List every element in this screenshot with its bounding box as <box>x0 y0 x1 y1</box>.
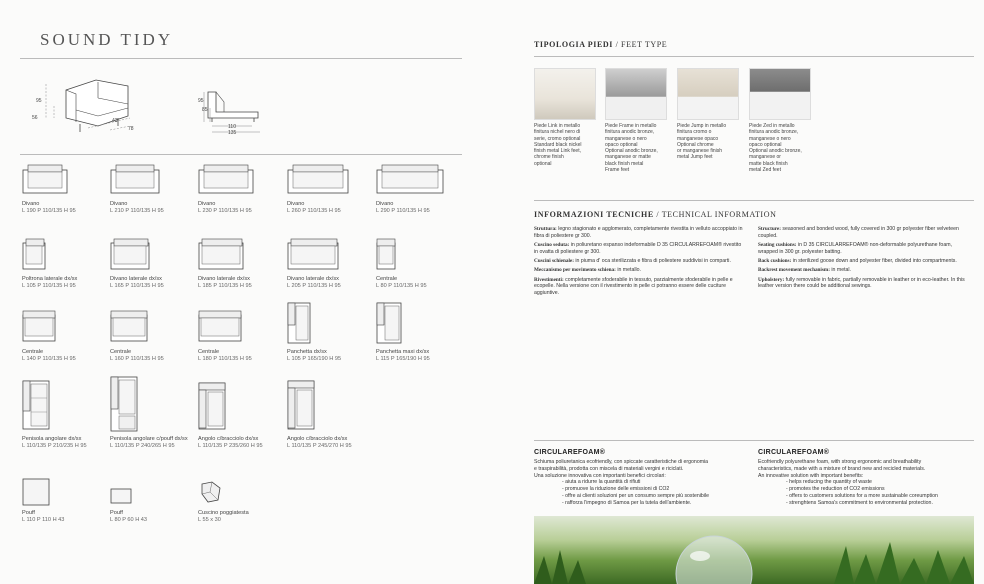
product-caption: Divano laterale dx/sx L 185 P 110/135 H 95 <box>198 276 252 290</box>
sofa-drawing <box>198 310 242 342</box>
dim-depth-b: 78 <box>128 126 134 132</box>
sofa-drawing <box>22 238 46 270</box>
dim-seat: 56 <box>32 115 38 121</box>
product-caption: Divano laterale dx/sx L 165 P 110/135 H 95 <box>110 276 164 290</box>
sofa-drawing <box>198 164 254 194</box>
product-caption: Penisola angolare dx/sx L 110/135 P 210/235 H 95 <box>22 436 87 450</box>
product-caption: Divano L 210 P 110/135 H 95 <box>110 201 164 215</box>
sofa-drawing <box>198 238 244 270</box>
dim-profile-w1: 110 <box>228 124 236 130</box>
circular-it-text: Schiuma poliuretanica ecofriendly, con spiccate caratteristiche di ergonomia e traspirabilità, prodotta con miscela di materiali vergini e riciclati. Una soluzione innovativa con importanti benefici circolari: - aiuta a ridurre la quantità di rifiuti - promuove la riduzione delle emissioni di CO2 - offre ai clienti soluzioni per un consumo sempre più sostenibile - rafforza l'impegno di Samoa per la tutela dell'ambiente. <box>534 459 709 506</box>
sofa-drawing <box>287 238 339 270</box>
feet-heading: TIPOLOGIA PIEDI / FEET TYPE <box>534 40 668 49</box>
pouff-drawing <box>110 488 132 504</box>
sofa-drawing <box>198 382 226 430</box>
product-caption: Centrale L 180 P 110/135 H 95 <box>198 349 252 363</box>
product-caption: Angolo c/bracciolo dx/sx L 110/135 P 245/270 H 95 <box>287 436 352 450</box>
circularefoam-logo-it: CIRCULAREFOAM® <box>534 449 606 456</box>
foot-photo-frame <box>605 68 667 120</box>
tech-en-column: Structure: seasoned and bonded wood, fully covered in 300 gr polyester fiber velveteen coupled. Seating cushions: in D 35 CIRCULARREFOAM® non-deformable polyurethane foam, wrapped in 300 gr. polyester batting. Back cushions: in sterilized goose down and polyester fiber, divided into compartments. Backrest movement mechanism: in metal. Upholstery: fully removable in fabric, partially removable in leather or in eco-leather. In this leather version there could be additional sewings. <box>758 226 965 290</box>
sofa-drawing <box>110 238 150 270</box>
tech-divider-top <box>534 200 974 201</box>
foot-photo-link <box>534 68 596 120</box>
product-caption: Panchetta dx/sx L 105 P 165/190 H 95 <box>287 349 342 363</box>
sofa-drawing <box>22 380 50 430</box>
product-caption: Divano L 190 P 110/135 H 95 <box>22 201 76 215</box>
pouff-drawing <box>22 478 50 506</box>
sofa-drawing <box>376 238 396 270</box>
product-caption: Divano laterale dx/sx L 205 P 110/135 H 95 <box>287 276 341 290</box>
dim-height: 95 <box>36 98 42 104</box>
headrest-drawing <box>198 480 224 506</box>
sofa-drawing <box>376 164 444 194</box>
dimension-diagram-side <box>28 70 138 142</box>
sofa-drawing <box>110 376 138 432</box>
product-caption: Poltrona laterale dx/sx L 105 P 110/135 H 95 <box>22 276 78 290</box>
product-caption: Divano L 290 P 110/135 H 95 <box>376 201 430 215</box>
sofa-drawing <box>22 164 68 194</box>
sofa-drawing <box>110 164 160 194</box>
tech-heading: INFORMAZIONI TECNICHE / TECHNICAL INFORMATION <box>534 210 777 219</box>
sofa-drawing <box>287 380 315 430</box>
sofa-drawing <box>110 310 148 342</box>
divider-mid <box>20 154 462 155</box>
circularefoam-logo-en: CIRCULAREFOAM® <box>758 449 830 456</box>
product-caption: Angolo c/bracciolo dx/sx L 110/135 P 235/260 H 95 <box>198 436 263 450</box>
product-caption: Cuscino poggiatesta L 55 x 30 <box>198 510 249 524</box>
circular-en-text: Ecofriendly polyurethane foam, with strong ergonomic and breathability characteristics, made with a mixture of brand new and recicled materials. An innovative solution with important benefits: - helps reducing the quantity of waste - promotes the reduction of CO2 emissions - offers to customers solutions for a more sustainable coreumption - strenghtens Samoa's commitment to environmental protection. <box>758 459 938 506</box>
product-caption: Centrale L 80 P 110/135 H 95 <box>376 276 427 290</box>
product-caption: Centrale L 160 P 110/135 H 95 <box>110 349 164 363</box>
dim-profile-w2: 135 <box>228 130 237 136</box>
sofa-drawing <box>287 164 349 194</box>
product-caption: Centrale L 140 P 110/135 H 95 <box>22 349 76 363</box>
product-caption: Panchetta maxi dx/sx L 115 P 165/190 H 95 <box>376 349 430 363</box>
product-caption: Pouff L 80 P 60 H 43 <box>110 510 148 524</box>
feet-divider <box>534 56 974 57</box>
product-caption: Pouff L 110 P 110 H 43 <box>22 510 65 524</box>
divider-top <box>20 58 462 59</box>
foot-photo-zed <box>749 68 811 120</box>
foot-photo-jump <box>677 68 739 120</box>
product-caption: Penisola angolare c/pouff dx/sx L 110/135 P 240/265 H 95 <box>110 436 188 450</box>
sofa-drawing <box>287 302 311 344</box>
tech-it-column: Struttura: legno stagionato e agglomerato, completamente rivestita in velluto accoppiato in fibra di poliestere gr 300. Cuscino seduta: in poliuretano espanso indeformabile D 35 CIRCULARREFOAM® rivestito in ovatta di poliestere gr 300. Cuscini schienale: in piuma d' oca sterilizzata e fibra di poliestere suddivisi in comparti. Meccanismo per movimento schiena: in metallo. Rivestimenti: completamente sfoderabile in tessuto, parzialmente sfoderabile in pelle e ecopelle. Nella versione con il rivestimento in pelle ci potranno essere delle cuciture aggiuntive. <box>534 226 743 296</box>
dim-depth-a: 43 <box>112 118 118 124</box>
foot-caption-link: Piede Link in metallo finitura nichel nero di serie, cromo optional Standard black nickel finish metal Link feet, chrome finish optional <box>534 123 582 167</box>
sofa-drawing <box>22 310 56 342</box>
nature-bubble-photo <box>534 516 974 584</box>
circular-divider <box>534 440 974 441</box>
sofa-drawing <box>376 302 402 344</box>
dim-profile-seat: 85 <box>202 107 208 113</box>
product-caption: Divano L 260 P 110/135 H 95 <box>287 201 341 215</box>
foot-caption-zed: Piede Zed in metallo finitura anodic bronze, manganese o nero opaco optional Optional anodic bronze, manganese or matte black finish metal Zed feet <box>749 123 802 173</box>
foot-caption-frame: Piede Frame in metallo finitura anodic bronze, manganese o nero opaco optional Optional anodic bronze, manganese or matte black finish metal Frame feet <box>605 123 658 173</box>
dim-profile-height: 95 <box>198 98 204 104</box>
page-title: SOUND TIDY <box>40 30 174 49</box>
foot-caption-jump: Piede Jump in metallo finitura cromo o manganese opaco Optional chrome or manganese finish metal Jump feet <box>677 123 727 161</box>
product-caption: Divano L 230 P 110/135 H 95 <box>198 201 252 215</box>
